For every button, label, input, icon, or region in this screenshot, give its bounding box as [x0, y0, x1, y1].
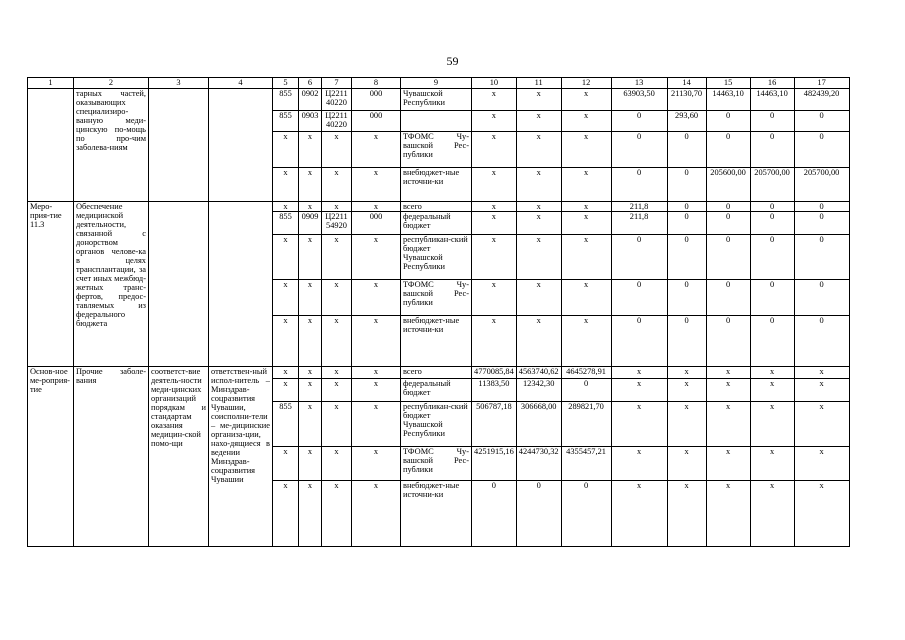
table-cell: x [322, 447, 352, 481]
table-cell: x [561, 316, 611, 367]
page-number: 59 [446, 54, 459, 68]
table-cell: x [706, 379, 750, 402]
table-cell: x [472, 280, 517, 316]
table-cell: x [706, 367, 750, 379]
col4-empty [209, 202, 273, 367]
table-cell: 0903 [299, 111, 322, 132]
table-cell: 0 [706, 235, 750, 280]
table-cell: 0 [794, 111, 849, 132]
table-cell: 0 [611, 316, 667, 367]
table-cell: 0 [667, 235, 706, 280]
table-cell: x [352, 280, 401, 316]
table-cell: x [352, 132, 401, 168]
table-cell: x [750, 447, 794, 481]
table-cell: x [516, 132, 561, 168]
table-cell: 0 [706, 316, 750, 367]
table-cell: x [561, 235, 611, 280]
table-cell: x [472, 202, 517, 212]
table-row [28, 367, 850, 379]
table-cell: x [299, 447, 322, 481]
table-cell: x [794, 447, 849, 481]
table-cell: x [516, 235, 561, 280]
table-cell: x [794, 367, 849, 379]
col3-empty [149, 202, 209, 367]
table-cell: x [273, 316, 299, 367]
table-cell: x [516, 202, 561, 212]
table-cell: 0 [611, 280, 667, 316]
table-cell: 0 [794, 316, 849, 367]
column-header: 15 [706, 78, 750, 89]
table-cell: 306668,00 [516, 402, 561, 447]
table-cell: x [299, 168, 322, 202]
table-cell: 855 [273, 212, 299, 235]
table-cell: 0 [667, 316, 706, 367]
column-header: 4 [209, 78, 273, 89]
column-header: 13 [611, 78, 667, 89]
table-cell: x [794, 379, 849, 402]
col4-empty [209, 89, 273, 202]
measure-number: Основ-ное ме-роприя-тие [28, 367, 74, 547]
table-cell: 855 [273, 111, 299, 132]
table-cell: 0 [794, 212, 849, 235]
table-cell: 293,60 [667, 111, 706, 132]
table-cell: 4244730,32 [516, 447, 561, 481]
table-cell: x [750, 481, 794, 547]
table-cell: 0 [794, 202, 849, 212]
table-cell: x [299, 316, 322, 367]
table-cell: x [611, 481, 667, 547]
table-cell: 0 [561, 379, 611, 402]
column-header: 2 [74, 78, 149, 89]
table-cell: 0 [667, 212, 706, 235]
table-cell: x [516, 212, 561, 235]
table-cell: всего [401, 202, 472, 212]
table-cell: x [667, 379, 706, 402]
table-cell: x [352, 367, 401, 379]
table-cell: x [516, 111, 561, 132]
table-cell: x [273, 235, 299, 280]
table-cell: x [750, 379, 794, 402]
table-cell: x [472, 316, 517, 367]
expected-result: соответст-вие деятель-ности меди-цинских организаций порядкам и стандартам оказания медицин-ской помо-щи [149, 367, 209, 547]
table-cell: x [667, 447, 706, 481]
table-cell: внебюджет-ные источни-ки [401, 316, 472, 367]
table-cell: 0 [794, 280, 849, 316]
table-row [28, 202, 850, 212]
table-cell: 4563740,62 [516, 367, 561, 379]
table-cell: x [561, 168, 611, 202]
table-cell: x [273, 481, 299, 547]
table-cell: 0 [706, 132, 750, 168]
table-cell: x [472, 168, 517, 202]
table-cell: 0 [667, 168, 706, 202]
table-cell: 855 [273, 402, 299, 447]
table-cell: 205700,00 [794, 168, 849, 202]
table-cell: 0 [750, 132, 794, 168]
table-cell: x [322, 402, 352, 447]
table-cell: Ц2211 40220 [322, 111, 352, 132]
responsible-executor: ответствен-ный испол-нитель – Минздрав-соцразвития Чувашии, соисполни-тели – ме-дицинские организа-ции, нахо-дящиеся в ведении Минздрав-соцразвития Чувашии [209, 367, 273, 547]
table-cell: x [667, 402, 706, 447]
table-cell: 0 [750, 212, 794, 235]
table-cell: x [322, 481, 352, 547]
table-cell: x [516, 168, 561, 202]
table-cell: 0 [561, 481, 611, 547]
table-cell: 4251915,16 [472, 447, 517, 481]
table-cell: 0 [516, 481, 561, 547]
table-cell: x [611, 367, 667, 379]
table-cell: 14463,10 [750, 89, 794, 111]
measure-description: Прочие заболе-вания [74, 367, 149, 547]
table-cell: x [794, 481, 849, 547]
column-header: 16 [750, 78, 794, 89]
column-header: 7 [322, 78, 352, 89]
table-cell: федеральный бюджет [401, 379, 472, 402]
table-cell: x [322, 280, 352, 316]
table-cell: 11383,50 [472, 379, 517, 402]
table-cell: 4645278,91 [561, 367, 611, 379]
table-cell: x [322, 235, 352, 280]
table-cell: x [352, 379, 401, 402]
col3-empty [149, 89, 209, 202]
column-header: 12 [561, 78, 611, 89]
table-cell: 000 [352, 111, 401, 132]
table-cell [401, 111, 472, 132]
column-header: 10 [472, 78, 517, 89]
table-cell: x [322, 202, 352, 212]
table-cell: 0 [750, 280, 794, 316]
table-cell: x [750, 402, 794, 447]
table-cell: 0 [750, 316, 794, 367]
table-cell: 0 [611, 168, 667, 202]
table-cell: 12342,30 [516, 379, 561, 402]
table-cell: x [667, 367, 706, 379]
table-cell: x [561, 89, 611, 111]
table-cell: 0 [706, 111, 750, 132]
table-cell: x [299, 402, 322, 447]
table-cell: x [273, 379, 299, 402]
table-cell: x [273, 132, 299, 168]
table-cell: x [516, 316, 561, 367]
table-cell: 000 [352, 212, 401, 235]
header-row [28, 78, 850, 89]
column-header: 1 [28, 78, 74, 89]
measure-description: Обеспечение медицинской деятельности, связанной с донорством органов челове-ка в целях трансплантации, за счет иных межбюд-жетных транс-фертов, предос-тавляемых из федерального бюджета [74, 202, 149, 367]
table-cell: x [299, 367, 322, 379]
table-cell: ТФОМС Чу-вашской Рес-публики [401, 447, 472, 481]
measure-description: тарных частей, оказывающих специализиро-ванную меди-цинскую по-мощь по про-чим заболева-ниям [74, 89, 149, 202]
table-cell: x [611, 402, 667, 447]
table-cell: 0 [706, 202, 750, 212]
table-cell: 0 [611, 235, 667, 280]
table-cell: x [352, 402, 401, 447]
table-cell: республикан-ский бюджет Чувашской Республики [401, 402, 472, 447]
column-header: 11 [516, 78, 561, 89]
table-cell: x [750, 367, 794, 379]
table-cell: x [516, 280, 561, 316]
table-cell: Ц2211 54920 [322, 212, 352, 235]
table-cell: 205600,00 [706, 168, 750, 202]
table-cell: x [706, 447, 750, 481]
column-header: 14 [667, 78, 706, 89]
table-cell: федеральный бюджет [401, 212, 472, 235]
table-cell: ТФОМС Чу-вашской Рес-публики [401, 280, 472, 316]
column-header: 8 [352, 78, 401, 89]
table-cell: 0 [706, 280, 750, 316]
column-header: 17 [794, 78, 849, 89]
table-cell: 0909 [299, 212, 322, 235]
table-cell: 0 [750, 202, 794, 212]
table-cell: 506787,18 [472, 402, 517, 447]
table-cell: x [472, 89, 517, 111]
table-cell: x [794, 402, 849, 447]
table-cell: x [352, 235, 401, 280]
table-cell: 211,8 [611, 212, 667, 235]
table-cell: внебюджет-ные источни-ки [401, 481, 472, 547]
table-cell: ТФОМС Чу-вашской Рес-публики [401, 132, 472, 168]
table-cell: внебюджет-ные источни-ки [401, 168, 472, 202]
table-cell: 0 [472, 481, 517, 547]
table-cell: республикан-ский бюджет Чувашской Республики [401, 235, 472, 280]
table-cell: x [322, 367, 352, 379]
table-cell: 0902 [299, 89, 322, 111]
table-cell: 482439,20 [794, 89, 849, 111]
measure-number: Меро-прия-тие 11.3 [28, 202, 74, 367]
table-cell: x [352, 447, 401, 481]
table-cell: 205700,00 [750, 168, 794, 202]
table-cell: x [322, 316, 352, 367]
table-cell: x [299, 132, 322, 168]
table-cell: 4355457,21 [561, 447, 611, 481]
table-cell: x [273, 280, 299, 316]
table-cell: 63903,50 [611, 89, 667, 111]
table-cell: x [299, 235, 322, 280]
table-cell: x [273, 367, 299, 379]
table-cell: x [611, 447, 667, 481]
table-cell: 211,8 [611, 202, 667, 212]
table-cell: x [516, 89, 561, 111]
table-cell: 0 [750, 111, 794, 132]
table-cell: x [299, 280, 322, 316]
table-cell: x [561, 202, 611, 212]
table-cell: Чувашской Республики [401, 89, 472, 111]
table-cell: 0 [667, 132, 706, 168]
table-cell: x [322, 132, 352, 168]
table-cell: 0 [667, 202, 706, 212]
table-cell: x [299, 481, 322, 547]
table-cell: x [352, 202, 401, 212]
table-cell: всего [401, 367, 472, 379]
table-cell: x [611, 379, 667, 402]
table-cell: x [667, 481, 706, 547]
table-cell: x [352, 481, 401, 547]
column-header: 3 [149, 78, 209, 89]
table-cell: x [472, 111, 517, 132]
table-cell: x [322, 379, 352, 402]
table-cell: x [472, 212, 517, 235]
table-cell: 14463,10 [706, 89, 750, 111]
table-cell: x [561, 111, 611, 132]
table-cell: x [561, 212, 611, 235]
table-cell: 855 [273, 89, 299, 111]
table-cell: 0 [706, 212, 750, 235]
table-cell: x [472, 235, 517, 280]
column-header: 6 [299, 78, 322, 89]
table-cell: x [273, 447, 299, 481]
table-cell: 000 [352, 89, 401, 111]
table-cell: x [706, 402, 750, 447]
table-cell: 4770085,84 [472, 367, 517, 379]
column-header: 9 [401, 78, 472, 89]
column-header: 5 [273, 78, 299, 89]
table-cell: 0 [611, 111, 667, 132]
table-cell: x [561, 132, 611, 168]
table-cell: x [352, 168, 401, 202]
table-row [28, 89, 850, 111]
table-cell: 21130,70 [667, 89, 706, 111]
table-cell: 0 [611, 132, 667, 168]
table-cell: x [352, 316, 401, 367]
table-cell: x [299, 379, 322, 402]
table-cell: 0 [794, 235, 849, 280]
table-cell: x [561, 280, 611, 316]
table-cell: 0 [794, 132, 849, 168]
budget-table [27, 77, 850, 547]
col1-empty [28, 89, 74, 202]
table-cell: 0 [750, 235, 794, 280]
table-cell: Ц2211 40220 [322, 89, 352, 111]
table-cell: x [706, 481, 750, 547]
table-cell: 0 [667, 280, 706, 316]
table-cell: x [273, 168, 299, 202]
table-cell: x [322, 168, 352, 202]
table-cell: x [299, 202, 322, 212]
table-cell: x [273, 202, 299, 212]
table-cell: 289821,70 [561, 402, 611, 447]
table-cell: x [472, 132, 517, 168]
